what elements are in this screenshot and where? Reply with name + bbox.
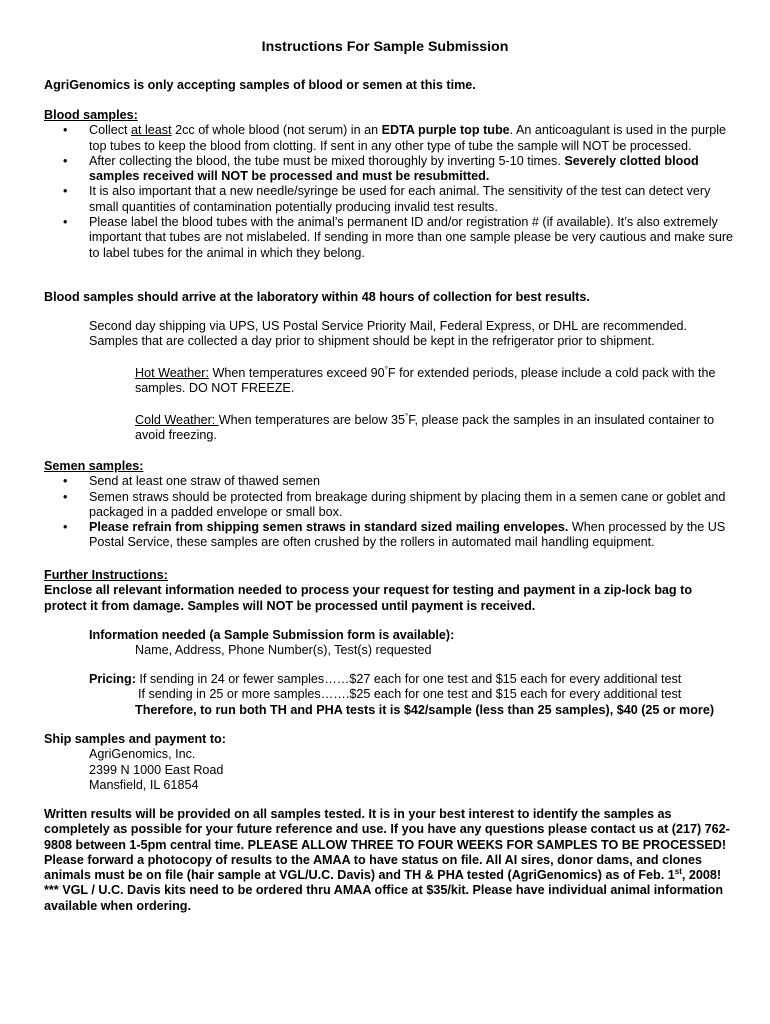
- semen-heading: Semen samples:: [44, 459, 144, 473]
- address-line: 2399 N 1000 East Road: [89, 762, 224, 777]
- semen-section: [44, 459, 734, 551]
- bullet-icon: •: [63, 123, 68, 138]
- list-item: • Please refrain from shipping semen straws in standard sized mailing envelopes. When processed by the US Postal Service, these samples are often crushed by the rollers in automated mail handling equipment.: [63, 520, 726, 550]
- list-item: • Collect at least 2cc of whole blood (not serum) in an EDTA purple top tube. An anticoagulant is used in the purple top tubes to keep the blood from clotting. If sent in any other type of tube the sample will NOT be processed.: [63, 123, 727, 153]
- amaa-paragraph: Please forward a photocopy of results to the AMAA to have status on file. All AI sires, donor dams, and clones animals must be on file (hair sample at VGL/U.C. Davis) and TH & PHA tested (AgriGenomics) as of Feb. 1st, 2008!: [44, 852, 722, 883]
- ship-heading: Ship samples and payment to:: [44, 732, 226, 746]
- list-item: • Send at least one straw of thawed semen: [63, 474, 321, 489]
- pricing-line-2: If sending in 25 or more samples…….$25 each for one test and $15 each for every additional test: [138, 687, 682, 702]
- further-heading: Further Instructions:: [44, 568, 168, 582]
- blood-section: [44, 108, 734, 261]
- further-section: [44, 568, 734, 614]
- info-items: Name, Address, Phone Number(s), Test(s) requested: [135, 643, 432, 658]
- intro-text: AgriGenomics is only accepting samples of blood or semen at this time.: [44, 78, 476, 92]
- shipping-text: Second day shipping via UPS, US Postal Service Priority Mail, Federal Express, or DHL are recommended. Samples that are collected a day prior to shipment should be kept in the refrigerator prior to shipment.: [89, 319, 687, 349]
- bullet-icon: •: [63, 153, 68, 168]
- page-title: Instructions For Sample Submission: [261, 39, 509, 55]
- pricing: [44, 672, 770, 718]
- list-item: • Please label the blood tubes with the animal’s permanent ID and/or registration # (if available). It’s also extremely important that tubes are not mislabeled. If sending in more than one sample please be very cautious and make sure to label tubes for the animal in which they belong.: [63, 215, 734, 260]
- results-paragraph: Written results will be provided on all samples tested. It is in your best interest to identify the samples as completely as possible for your future reference and use. If you have any questions please contact us at (217) 762-9808 between 1-5pm central time. PLEASE ALLOW THREE TO FOUR WEEKS FOR SAMPLES TO BE PROCESSED!: [44, 807, 730, 852]
- bullet-icon: •: [63, 520, 68, 535]
- enclose-text: Enclose all relevant information needed to process your request for testing and payment in a zip-lock bag to protect it from damage. Samples will NOT be processed until payment is received.: [44, 583, 693, 613]
- closing-section: [44, 807, 734, 914]
- ship-to-section: [44, 732, 734, 793]
- address-line: Mansfield, IL 61854: [89, 777, 199, 792]
- bullet-icon: •: [63, 215, 68, 230]
- blood-list: [44, 123, 734, 261]
- blood-arrival-note: Blood samples should arrive at the laboratory within 48 hours of collection for best results.: [44, 290, 590, 304]
- info-heading: Information needed (a Sample Submission form is available):: [89, 628, 455, 642]
- kits-paragraph: *** VGL / U.C. Davis kits need to be ordered thru AMAA office at $35/kit. Please have individual animal information available when ordering.: [44, 883, 724, 913]
- list-item: • It is also important that a new needle/syringe be used for each animal. The sensitivity of the test can detect very small quantities of contamination potentially producing invalid test results.: [63, 184, 711, 214]
- address-line: AgriGenomics, Inc.: [89, 747, 196, 762]
- list-item: • After collecting the blood, the tube must be mixed thoroughly by inverting 5-10 times. Severely clotted blood samples received will NOT be processed and must be resubmitted.: [63, 153, 699, 184]
- bullet-icon: •: [63, 489, 68, 504]
- bullet-icon: •: [63, 184, 68, 199]
- blood-heading: Blood samples:: [44, 108, 138, 122]
- semen-list: [44, 474, 734, 550]
- info-needed: [44, 628, 734, 659]
- hot-weather-note: Hot Weather: When temperatures exceed 90°F for extended periods, please include a cold pack with the samples. DO NOT FREEZE.: [135, 365, 716, 396]
- pricing-line-1: Pricing: If sending in 24 or fewer samples……$27 each for one test and $15 each for every additional test: [89, 672, 682, 686]
- pricing-line-3: Therefore, to run both TH and PHA tests it is $42/sample (less than 25 samples), $40 (25 or more): [135, 702, 715, 717]
- cold-weather-note: Cold Weather: When temperatures are below 35°F, please pack the samples in an insulated container to avoid freezing.: [135, 412, 715, 443]
- list-item: • Semen straws should be protected from breakage during shipment by placing them in a semen cane or goblet and packaged in a padded envelope or small box.: [63, 489, 726, 519]
- bullet-icon: •: [63, 474, 68, 489]
